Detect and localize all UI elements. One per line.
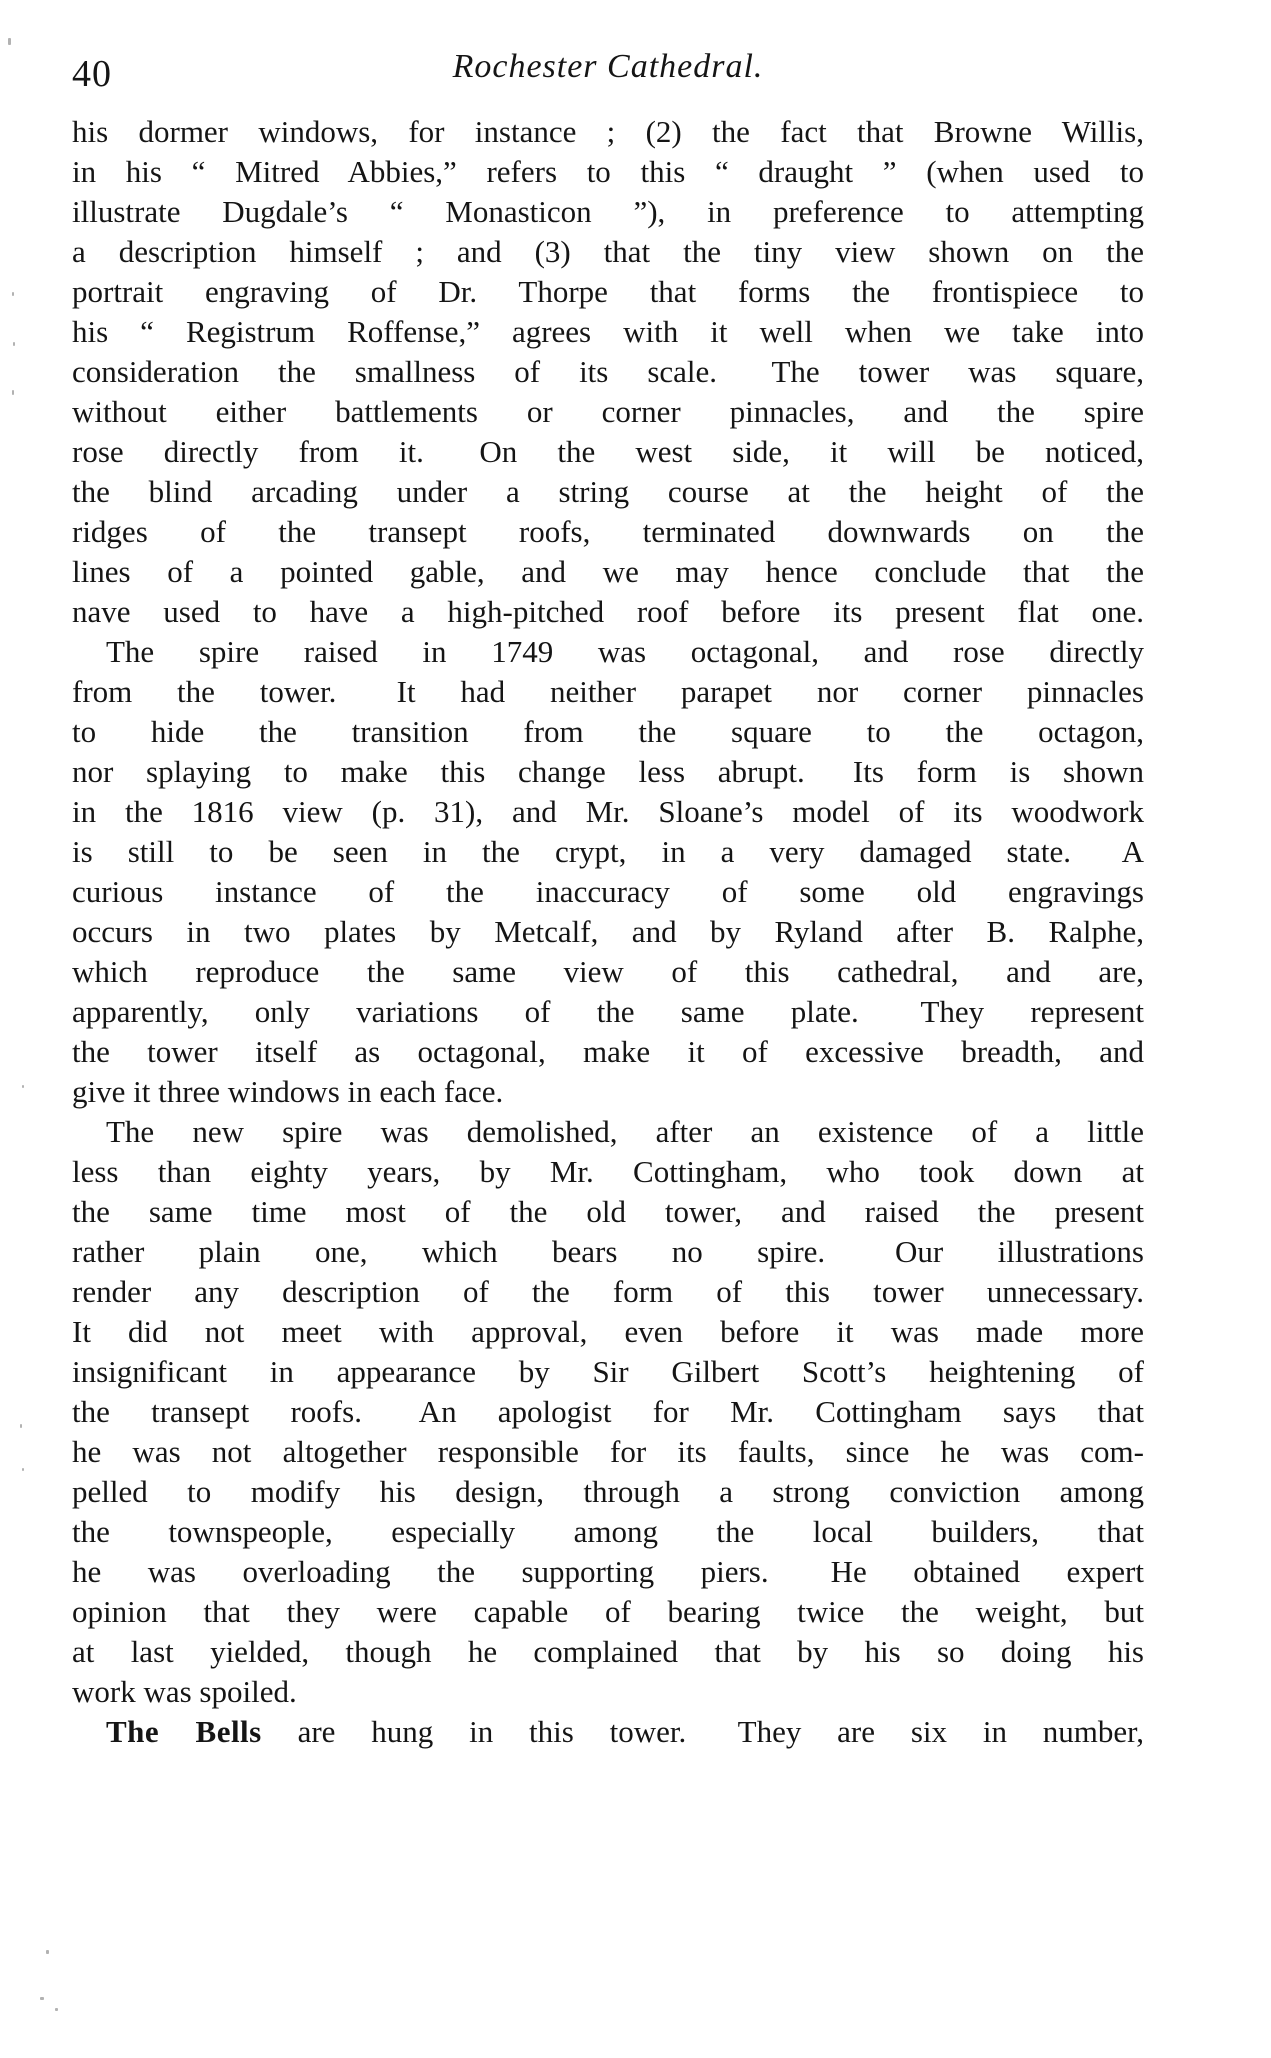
text-line: nor splaying to make this change less abrupt. Its form is shown	[72, 754, 1144, 789]
running-title: Rochester Cathedral.	[452, 48, 764, 85]
text-line: is still to be seen in the crypt, in a very damaged state. A	[72, 834, 1144, 869]
text-line: consideration the smallness of its scale. The tower was square,	[72, 354, 1144, 389]
text-line: his dormer windows, for instance ; (2) the fact that Browne Willis,	[72, 114, 1144, 149]
text-line: give it three windows in each face.	[72, 1074, 504, 1109]
page-header	[72, 48, 1144, 96]
bold-lead: The Bells	[106, 1714, 262, 1749]
text-line: less than eighty years, by Mr. Cottingham, who took down at	[72, 1154, 1144, 1189]
scan-speck	[40, 1997, 44, 2000]
text-line: which reproduce the same view of this cathedral, and are,	[72, 954, 1144, 989]
text-line: rose directly from it. On the west side, it will be noticed,	[72, 434, 1144, 469]
text-line: the blind arcading under a string course at the height of the	[72, 474, 1144, 509]
scan-speck	[12, 292, 14, 296]
text-line: the townspeople, especially among the local builders, that	[72, 1514, 1144, 1549]
scan-speck	[8, 38, 11, 45]
text-line: work was spoiled.	[72, 1674, 297, 1709]
text-line: ridges of the transept roofs, terminated downwards on the	[72, 514, 1144, 549]
body-text	[72, 112, 1144, 1752]
text-line: occurs in two plates by Metcalf, and by Ryland after B. Ralphe,	[72, 914, 1144, 949]
text-line: the tower itself as octagonal, make it of excessive breadth, and	[72, 1034, 1144, 1069]
text-line: nave used to have a high-pitched roof before its present flat one.	[72, 594, 1144, 629]
scan-speck	[55, 2008, 58, 2011]
text-line: the same time most of the old tower, and raised the present	[72, 1194, 1144, 1229]
scan-speck	[22, 1085, 24, 1088]
text-line: opinion that they were capable of bearing twice the weight, but	[72, 1594, 1144, 1629]
text-line: insignificant in appearance by Sir Gilbert Scott’s heightening of	[72, 1354, 1144, 1389]
text-line: to hide the transition from the square to the octagon,	[72, 714, 1144, 749]
text-line: a description himself ; and (3) that the tiny view shown on the	[72, 234, 1144, 269]
text-line: in his “ Mitred Abbies,” refers to this “ draught ” (when used to	[72, 154, 1144, 189]
paragraph	[72, 112, 1144, 632]
text-line: pelled to modify his design, through a strong conviction among	[72, 1474, 1144, 1509]
scan-speck	[46, 1950, 49, 1954]
text-line: rather plain one, which bears no spire. Our illustrations	[72, 1234, 1144, 1269]
text-line: without either battlements or corner pinnacles, and the spire	[72, 394, 1144, 429]
text-line: at last yielded, though he complained that by his so doing his	[72, 1634, 1144, 1669]
paragraph	[72, 1112, 1144, 1712]
text-line: apparently, only variations of the same plate. They represent	[72, 994, 1144, 1029]
text-line: the transept roofs. An apologist for Mr. Cottingham says that	[72, 1394, 1144, 1429]
text-line: The Bells are hung in this tower. They are six in number,	[106, 1714, 1144, 1749]
scan-speck	[22, 1468, 24, 1471]
paragraph	[72, 1712, 1144, 1752]
text-line: illustrate Dugdale’s “ Monasticon ”), in preference to attempting	[72, 194, 1144, 229]
text-line: he was overloading the supporting piers. He obtained expert	[72, 1554, 1144, 1589]
text-line: lines of a pointed gable, and we may hence conclude that the	[72, 554, 1144, 589]
text-line: The new spire was demolished, after an existence of a little	[106, 1114, 1144, 1149]
text-line: his “ Registrum Roffense,” agrees with it well when we take into	[72, 314, 1144, 349]
text-line: he was not altogether responsible for its faults, since he was com-	[72, 1434, 1144, 1469]
paragraph	[72, 632, 1144, 1112]
page-number: 40	[72, 53, 112, 95]
text-line: in the 1816 view (p. 31), and Mr. Sloane’s model of its woodwork	[72, 794, 1144, 829]
text-line: from the tower. It had neither parapet nor corner pinnacles	[72, 674, 1144, 709]
text-line: portrait engraving of Dr. Thorpe that forms the frontispiece to	[72, 274, 1144, 309]
scan-speck	[13, 342, 15, 346]
text-line: It did not meet with approval, even before it was made more	[72, 1314, 1144, 1349]
text-line: curious instance of the inaccuracy of some old engravings	[72, 874, 1144, 909]
scan-speck	[12, 390, 14, 395]
text-line: render any description of the form of this tower unnecessary.	[72, 1274, 1144, 1309]
scan-speck	[20, 1424, 22, 1428]
text-line: The spire raised in 1749 was octagonal, and rose directly	[106, 634, 1144, 669]
